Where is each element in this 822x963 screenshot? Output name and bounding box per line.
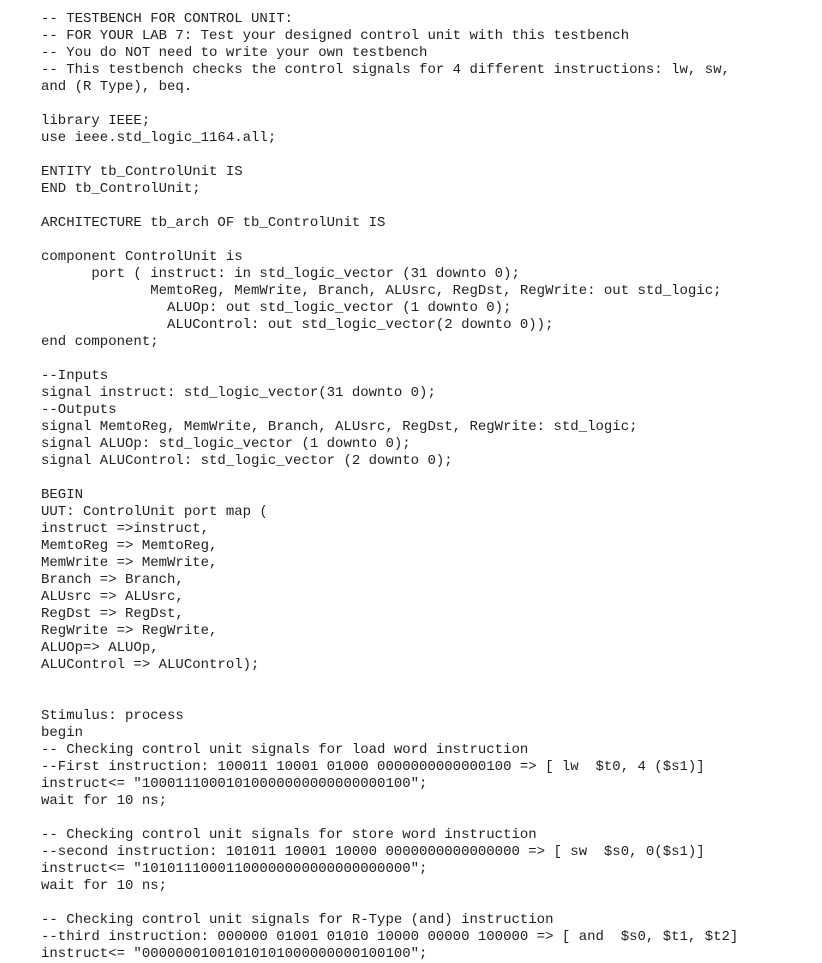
blank-line <box>41 810 816 827</box>
code-line: use ieee.std_logic_1164.all; <box>41 130 277 146</box>
blank-line <box>41 674 816 691</box>
code-line: -- This testbench checks the control signals for 4 different instructions: lw, sw, <box>41 62 730 78</box>
code-line: -- FOR YOUR LAB 7: Test your designed control unit with this testbench <box>41 28 630 44</box>
code-line: wait for 10 ns; <box>41 878 168 894</box>
blank-line <box>41 691 816 708</box>
code-line: port ( instruct: in std_logic_vector (31 downto 0); <box>41 266 520 282</box>
code-line: wait for 10 ns; <box>41 793 168 809</box>
code-line: MemtoReg => MemtoReg, <box>41 538 218 554</box>
code-line: library IEEE; <box>41 113 151 129</box>
code-line: --Inputs <box>41 368 109 384</box>
code-line: begin <box>41 725 84 741</box>
code-line: Branch => Branch, <box>41 572 184 588</box>
code-line: BEGIN <box>41 487 84 503</box>
code-line: Stimulus: process <box>41 708 184 724</box>
code-line: MemWrite => MemWrite, <box>41 555 218 571</box>
blank-line <box>41 895 816 912</box>
code-line: instruct<= "00000001001010101000000000100100"; <box>41 946 428 962</box>
code-line: ALUOp: out std_logic_vector (1 downto 0); <box>41 300 512 316</box>
code-line: -- Checking control unit signals for store word instruction <box>41 827 537 843</box>
code-line: ENTITY tb_ControlUnit IS <box>41 164 243 180</box>
code-line: ALUsrc => ALUsrc, <box>41 589 184 605</box>
code-line: end component; <box>41 334 159 350</box>
code-line: and (R Type), beq. <box>41 79 193 95</box>
code-line: ALUControl: out std_logic_vector(2 downto 0)); <box>41 317 554 333</box>
code-line: ARCHITECTURE tb_arch OF tb_ControlUnit IS <box>41 215 386 231</box>
code-line: signal MemtoReg, MemWrite, Branch, ALUsrc, RegDst, RegWrite: std_logic; <box>41 419 638 435</box>
code-line: ALUOp=> ALUOp, <box>41 640 159 656</box>
code-line: instruct =>instruct, <box>41 521 210 537</box>
code-line: UUT: ControlUnit port map ( <box>41 504 268 520</box>
blank-line <box>41 198 816 215</box>
code-line: ALUControl => ALUControl); <box>41 657 260 673</box>
code-line: --First instruction: 100011 10001 01000 0000000000000100 => [ lw $t0, 4 ($s1)] <box>41 759 705 775</box>
code-line: signal ALUOp: std_logic_vector (1 downto 0); <box>41 436 411 452</box>
code-line: instruct<= "10101110001100000000000000000000"; <box>41 861 428 877</box>
code-line: signal ALUControl: std_logic_vector (2 downto 0); <box>41 453 453 469</box>
code-line: --Outputs <box>41 402 117 418</box>
code-line: -- Checking control unit signals for R-Type (and) instruction <box>41 912 554 928</box>
code-line: signal instruct: std_logic_vector(31 downto 0); <box>41 385 436 401</box>
code-listing <box>41 11 816 963</box>
blank-line <box>41 147 816 164</box>
code-line: RegWrite => RegWrite, <box>41 623 218 639</box>
blank-line <box>41 96 816 113</box>
code-line: --second instruction: 101011 10001 10000 0000000000000000 => [ sw $s0, 0($s1)] <box>41 844 705 860</box>
blank-line <box>41 232 816 249</box>
code-line: -- TESTBENCH FOR CONTROL UNIT: <box>41 11 294 27</box>
code-line: RegDst => RegDst, <box>41 606 184 622</box>
code-line: -- Checking control unit signals for load word instruction <box>41 742 529 758</box>
code-line: instruct<= "10001110001010000000000000000100"; <box>41 776 428 792</box>
code-line: END tb_ControlUnit; <box>41 181 201 197</box>
blank-line <box>41 470 816 487</box>
code-line: component ControlUnit is <box>41 249 243 265</box>
blank-line <box>41 351 816 368</box>
code-line: --third instruction: 000000 01001 01010 10000 00000 100000 => [ and $s0, $t1, $t2] <box>41 929 739 945</box>
code-line: MemtoReg, MemWrite, Branch, ALUsrc, RegDst, RegWrite: out std_logic; <box>41 283 722 299</box>
code-line: -- You do NOT need to write your own testbench <box>41 45 428 61</box>
